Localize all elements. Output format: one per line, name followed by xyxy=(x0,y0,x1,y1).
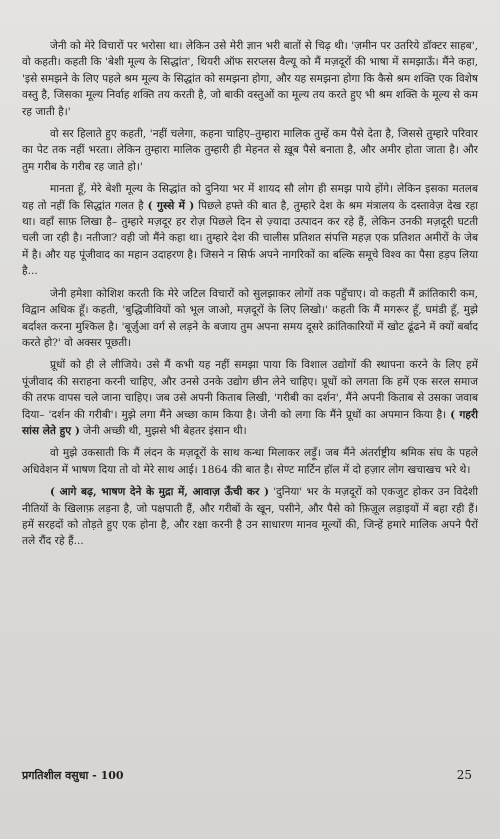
paragraph-4 xyxy=(22,286,478,352)
paragraph-2 xyxy=(22,126,478,175)
paragraph-text: जेनी को मेरे विचारों पर भरोसा था। लेकिन उसे मेरी ज्ञान भरी बातों से चिढ़ थी। 'ज़मीन पर उतरिये डॉक्टर साहब', वो कहती। कहती कि 'बेशी मूल्य के सिद्धांत', थियरी ऑफ सरप्लस वैल्यू को मैं मज़दूरों की भाषा में समझाऊँ। मैंने कहा, 'इसे समझने के लिए पहले श्रम मूल्य के सिद्धांत को समझना होगा, और यह समझना होगा कि कैसे श्रम शक्ति एक विशेष वस्तु है, जिसका मूल्य निर्वाह शक्ति तय करती है, जो बाकी वस्तुओं का मूल्य तय करते हुए भी श्रम शक्ति के मूल्य से कम रह जाती है।' xyxy=(22,40,478,118)
paragraph-6 xyxy=(22,445,478,478)
paragraph-text: जेनी अच्छी थी, मुझसे भी बेहतर इंसान थी। xyxy=(79,424,247,437)
body-text xyxy=(22,38,478,550)
paragraph-5 xyxy=(22,357,478,439)
paragraph-text: प्रूधों को ही ले लीजिये। उसे मैं कभी यह नहीं समझा पाया कि विशाल उद्योगों की स्थापना करने के लिए हमें पूंजीवाद की सराहना करनी चाहिए, और उनसे उनके उद्योग छीन लेने चाहिए। प्रूधों को लगता कि हमें एक सरल समाज की तरफ वापस चले जाना चाहिए। जब उसे अपनी किताब लिखी, 'गरीबी का दर्शन', मैंने अपनी किताब से उसका जवाब दिया– 'दर्शन की गरीबी'। मुझे लगा मैंने अच्छा काम किया है। जेनी को लगा कि मैंने प्रूधों का अपमान किया है। xyxy=(22,359,478,421)
page-footer xyxy=(22,768,472,783)
paragraph-text: मानता हूँ, मेरे बेशी मूल्य के सिद्धांत को दुनिया भर में शायद सौ लोग ही समझ पाये होंगे। लेकिन इसका मतलब यह तो नहीं कि सिद्धांत गलत है xyxy=(22,183,478,212)
stage-direction: ( गुस्से में ) xyxy=(147,199,195,212)
paragraph-text: वो सर हिलाते हुए कहती, 'नहीं चलेगा, कहना चाहिए–तुम्हारा मालिक तुम्हें कम पैसे देता है, जिससे तुम्हारे परिवार का पेट तक नहीं भरता। लेकिन तुम्हारा मालिक तुम्हारी ही मेहनत से ख़ूब पैसे बनाता है, और अमीर होता जाता है। और तुम गरीब के गरीब रह जाते हो।' xyxy=(22,128,478,173)
paragraph-text: 'दुनिया' भर के मज़दूरों को एकजुट होकर उन विदेशी नीतियों के खिलाफ़ लड़ना है, जो पक्षपाती हैं, और गरीबों के खून, पसीने, और पैसे को फ़िज़ूल लड़ाइयों में बहा रही हैं। हमें सरहदों को तोड़ते हुए एक होना है, और रक्षा करनी है उन साधारण मानव मूल्यों की, जिन्हें हमारे मालिक अपने पैरों तले रौंद रहे हैं... xyxy=(22,486,478,548)
paragraph-text: जेनी हमेशा कोशिश करती कि मेरे जटिल विचारों को सुलझाकर लोगों तक पहुँचाए। वो कहती मैं क्रांतिकारी कम, विद्वान अधिक हूँ। कहती, 'बुद्धिजीवियों को भूल जाओ, मज़दूरों के लिए लिखो।' कहती कि मैं मगरूर हूँ, घमंडी हूँ, मुझे बर्दाश्त करना मुश्किल है। 'बूर्ज़ुआ वर्ग से लड़ने के बजाय तुम अपना समय दूसरे क्रांतिकारियों में खोट ढूंढने में क्यों बर्बाद करते हो?' वो अक्सर पूछती। xyxy=(22,287,478,349)
paragraph-text: पिछले हफ्ते की बात है, तुम्हारे देश के श्रम मंत्रालय के दस्तावेज़ देख रहा था। वहाँ साफ़ लिखा है– तुम्हारे मज़दूर हर रोज़ पिछले दिन से ज़्यादा उत्पादन कर रहे हैं, लेकिन उनकी मज़दूरी घटती चली जा रही है। नतीजा? वही जो मैंने कहा था। तुम्हारे देश की चालीस प्रतिशत संपत्ति महज़ एक प्रतिशत अमीरों के जेब में है। और यह पूंजीवाद का महान उदाहरण है। जिसने न सिर्फ अपने नागरिकों का बल्कि समूचे विश्व का पैसा हड़प लिया है... xyxy=(22,199,478,278)
journal-title: प्रगतिशील वसुधा - 100 xyxy=(22,769,124,782)
paragraph-1 xyxy=(22,38,478,120)
stage-direction: ( गहरी सांस लेते हुए ) xyxy=(22,408,478,437)
page-number: 25 xyxy=(456,768,472,782)
paragraph-text: वो मुझे उकसाती कि मैं लंदन के मज़दूरों के साथ कन्धा मिलाकर लड़ूँ। जब मैंने अंतर्राष्ट्रीय श्रमिक संघ के पहले अधिवेशन में भाषण दिया तो वो मेरे साथ आई। 1864 की बात है। सेण्ट मार्टिन हॉल में दो हज़ार लोग खचाखच भरे थे। xyxy=(22,447,478,476)
paragraph-7 xyxy=(22,484,478,550)
stage-direction: ( आगे बढ़, भाषण देने के मुद्रा में, आवाज़ ऊँची कर ) xyxy=(50,486,269,499)
paragraph-3 xyxy=(22,181,478,279)
